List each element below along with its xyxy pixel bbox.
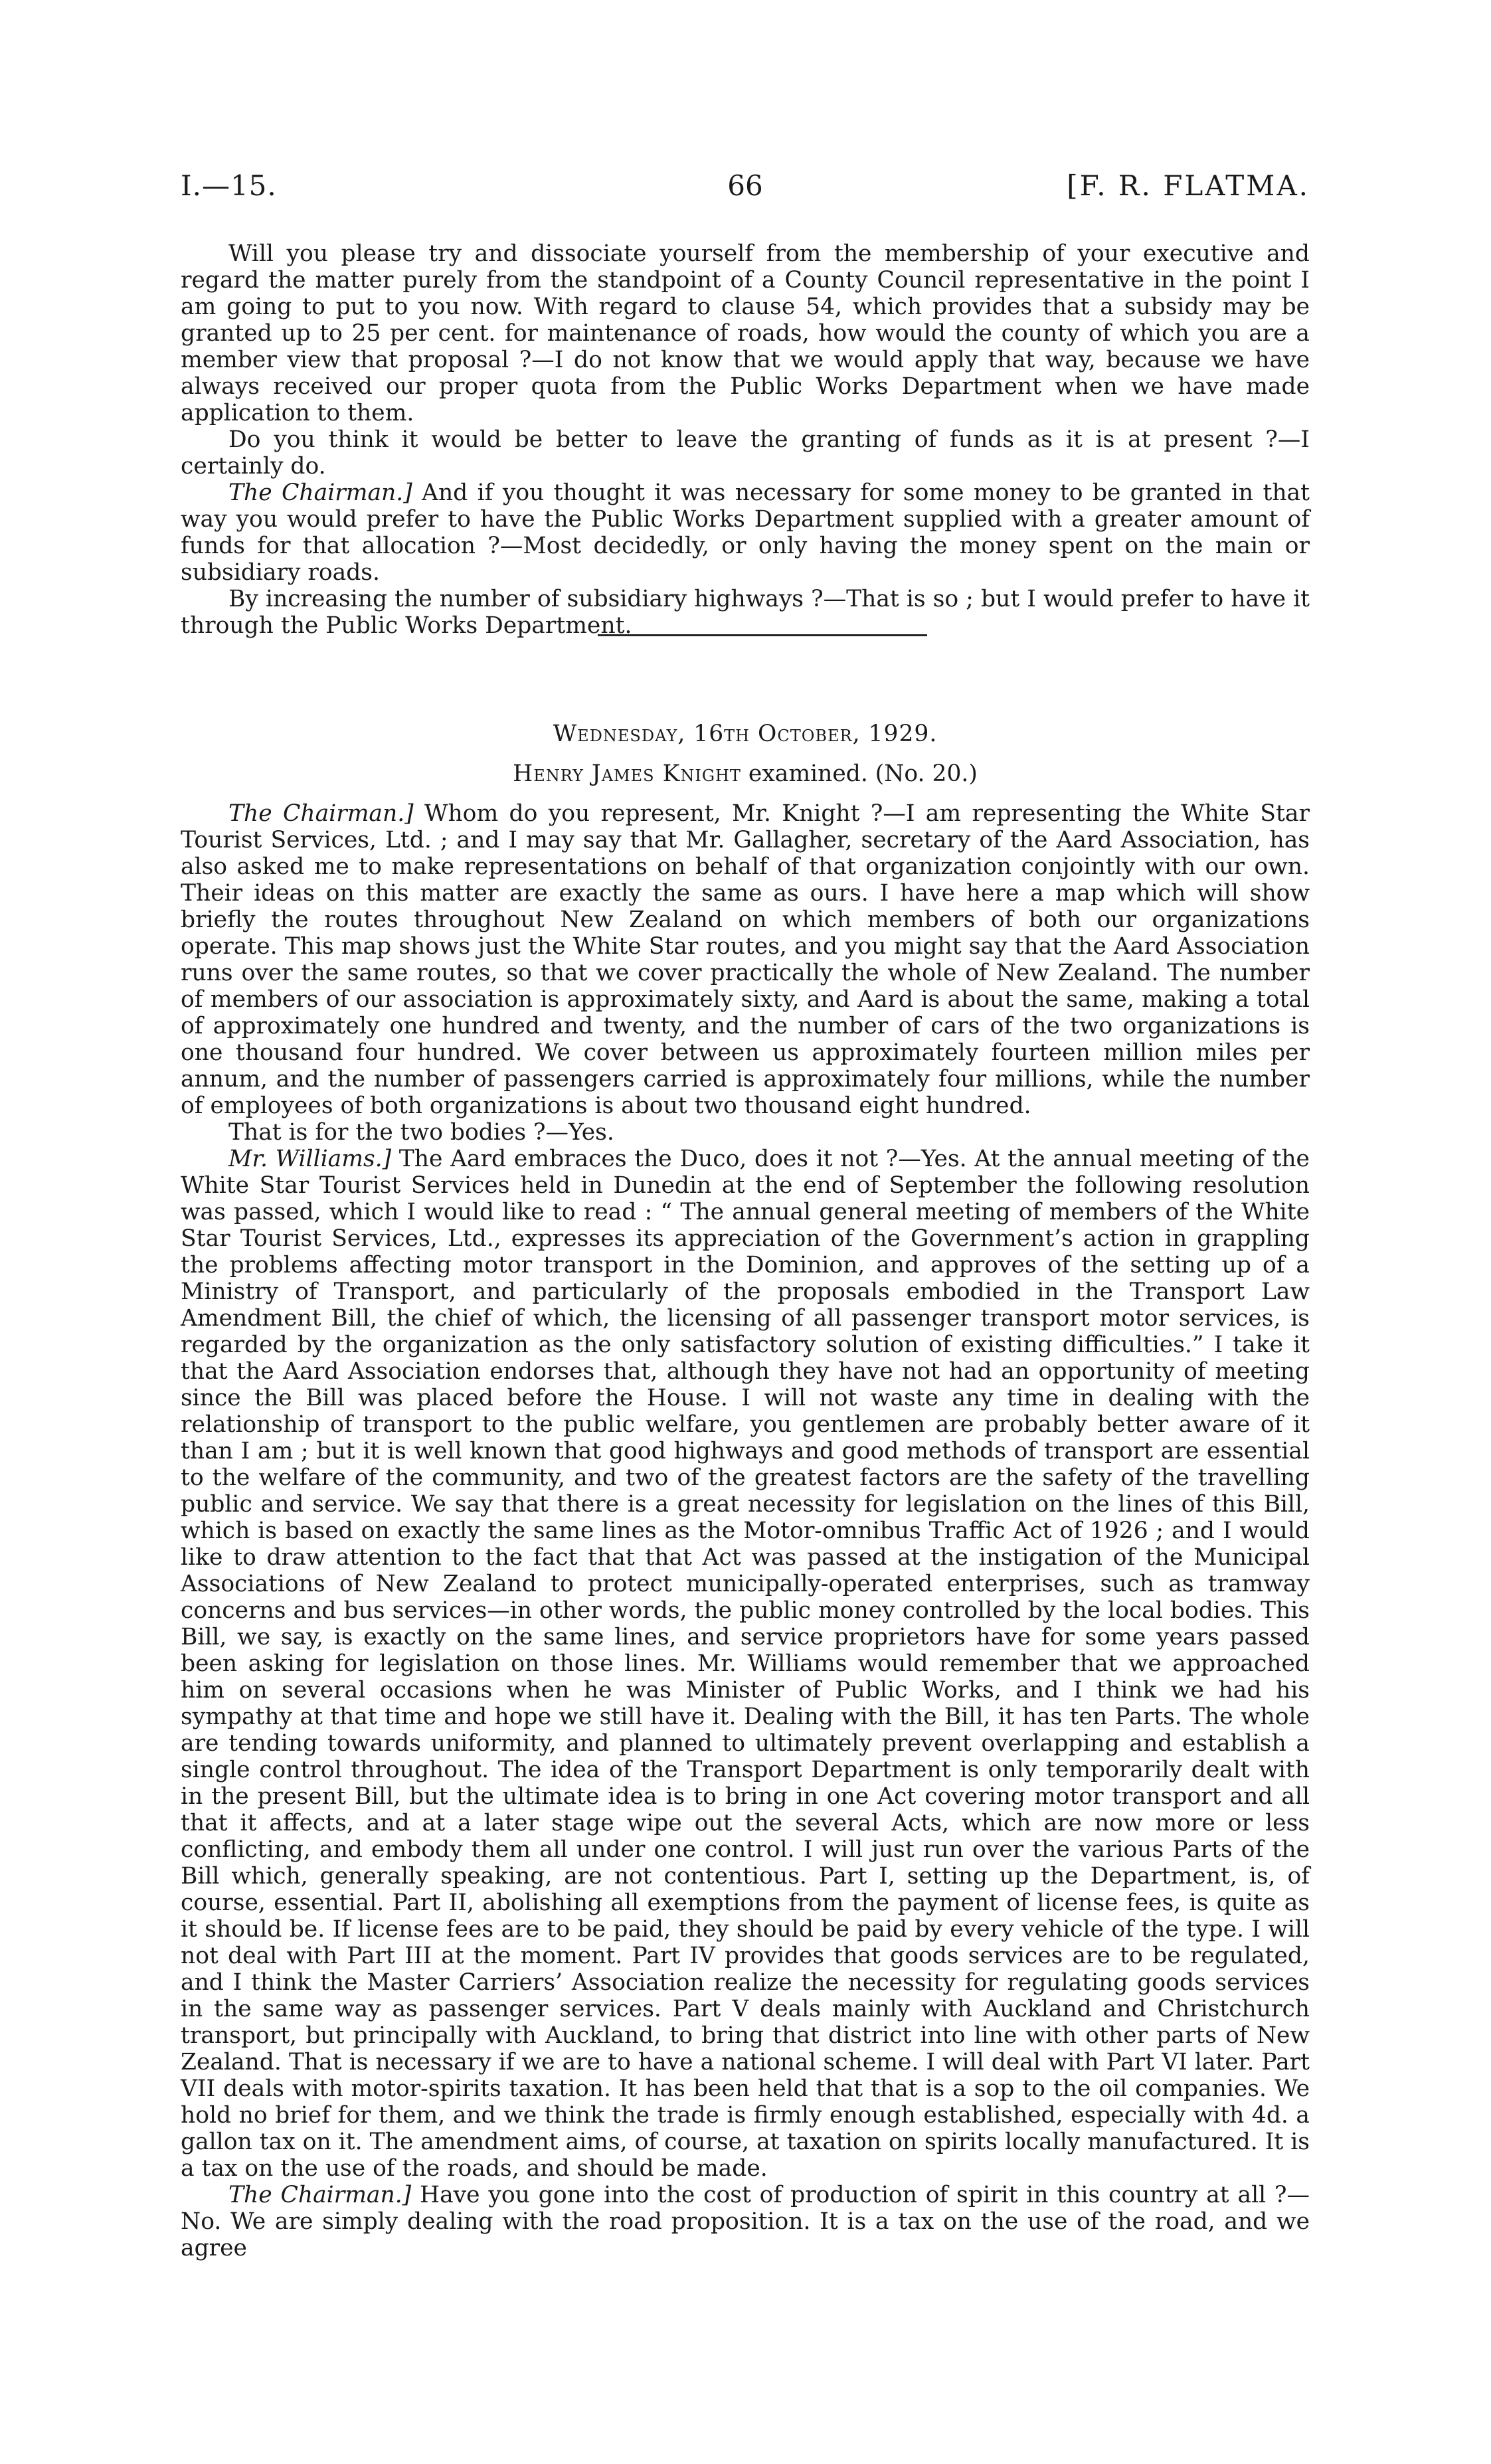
witness-reference: [F. R. FLATMA. — [1067, 169, 1310, 202]
paragraph: Do you think it would be better to leave the granting of funds as it is at present ?—I certainly do. — [181, 426, 1310, 480]
paragraph: That is for the two bodies ?—Yes. — [228, 1119, 614, 1146]
paper-reference: I.—15. — [181, 169, 277, 202]
paragraph: Mr. Williams.] The Aard embraces the Duco, does it not ?—Yes. At the annual meeting of the White Star Tourist Services held in Dunedin at the end of September the following resolution was passed, which I would like to read : “ The annual general meeting of members of the White Star Tourist Services, Ltd., expresses its appreciation of the Government’s action in grappling the problems affecting motor transport in the Dominion, and approves of the setting up of a Ministry of Transport, and particularly of the proposals embodied in the Transport Law Amendment Bill, the chief of which, the licensing of all passenger transport motor services, is regarded by the organization as the only satisfactory solution of existing difficulties.” I take it that the Aard Association endorses that, although they have not had an opportunity of meeting since the Bill was placed before the House. I will not waste any time in dealing with the relationship of transport to the public welfare, you gentlemen are probably better aware of it than I am ; but it is well known that good highways and good methods of transport are essential to the welfare of the community, and two of the greatest factors are the safety of the travelling public and service. We say that there is a great necessity for legislation on the lines of this Bill, which is based on exactly the same lines as the Motor-omnibus Traffic Act of 1926 ; and I would like to draw attention to the fact that that Act was passed at the instigation of the Municipal Associations of New Zealand to protect municipally-operated enterprises, such as tramway concerns and bus services—in other words, the public money controlled by the local bodies. This Bill, we say, is exactly on the same lines, and service proprietors have for some years passed been asking for legislation on those lines. Mr. Williams would remember that we approached him on several occasions when he was Minister of Public Works, and I think we had his sympathy at that time and hope we still have it. Dealing with the Bill, it has ten Parts. The whole are tending towards uniformity, and planned to ultimately prevent overlapping and establish a single control throughout. The idea of the Transport Department is only temporarily dealt with in the present Bill, but the ultimate idea is to bring in one Act covering motor transport and all that it affects, and at a later stage wipe out the several Acts, which are now more or less conflicting, and embody them all under one control. I will just run over the various Parts of the Bill which, generally speaking, are not contentious. Part I, setting up the Department, is, of course, essential. Part II, abolishing all exemptions from the payment of license fees, is quite as it should be. If license fees are to be paid, they should be paid by every vehicle of the type. I will not deal with Part III at the moment. Part IV provides that goods services are to be regulated, and I think the Master Carriers’ Association realize the necessity for regulating goods services in the same way as passenger services. Part V deals mainly with Auckland and Christchurch transport, but principally with Auckland, to bring that district into line with other parts of New Zealand. That is necessary if we are to have a national scheme. I will deal with Part VI later. Part VII deals with motor-spirits taxation. It has been held that that is a sop to the oil companies. We hold no brief for them, and we think the trade is firmly enough established, especially with 4d. a gallon tax on it. The amendment aims, of course, at taxation on spirits locally manufactured. It is a tax on the use of the roads, and should be made. — [181, 1146, 1310, 2182]
witness-name: Henry James Knight — [513, 760, 741, 787]
new-evidence — [181, 800, 1310, 2261]
paragraph: The Chairman.] Have you gone into the cost of production of spirit in this country at all ?—No. We are simply dealing with the road proposition. It is a tax on the use of the road, and we agree — [181, 2182, 1310, 2261]
paragraph: The Chairman.] And if you thought it was necessary for some money to be granted in that way you would prefer to have the Public Works Department supplied with a greater amount of funds for that allocation ?—Most decidedly, or only having the money spent on the main or subsidiary roads. — [181, 480, 1310, 586]
section-divider — [598, 634, 927, 636]
witness-heading — [181, 760, 1310, 787]
page-header — [181, 169, 1310, 209]
paragraph: Will you please try and dissociate yourself from the membership of your executive and regard the matter purely from the standpoint of a County Council representative in the point I am going to put to you now. With regard to clause 54, which provides that a subsidy may be granted up to 25 per cent. for maintenance of roads, how would the county of which you are a member view that proposal ?—I do not know that we would apply that way, because we have always received our proper quota from the Public Works Department when we have made application to them. — [181, 240, 1310, 426]
witness-heading-suffix: examined. (No. 20.) — [741, 760, 978, 787]
continued-evidence — [181, 240, 1310, 639]
date-heading: Wednesday, 16th October, 1929. — [553, 721, 938, 747]
page-number: 66 — [727, 169, 763, 202]
paragraph: By increasing the number of subsidiary highways ?—That is so ; but I would prefer to have it through the Public Works Department. — [181, 586, 1310, 639]
paragraph: The Chairman.] Whom do you represent, Mr. Knight ?—I am representing the White Star Tourist Services, Ltd. ; and I may say that Mr. Gallagher, secretary of the Aard Association, has also asked me to make representations on behalf of that organization conjointly with our own. Their ideas on this matter are exactly the same as ours. I have here a map which will show briefly the routes throughout New Zealand on which members of both our organizations operate. This map shows just the White Star routes, and you might say that the Aard Association runs over the same routes, so that we cover practically the whole of New Zealand. The number of members of our association is approximately sixty, and Aard is about the same, making a total of approximately one hundred and twenty, and the number of cars of the two organizations is one thousand four hundred. We cover between us approximately fourteen million miles per annum, and the number of passengers carried is approximately four millions, while the number of employees of both organizations is about two thousand eight hundred. — [181, 800, 1310, 1119]
